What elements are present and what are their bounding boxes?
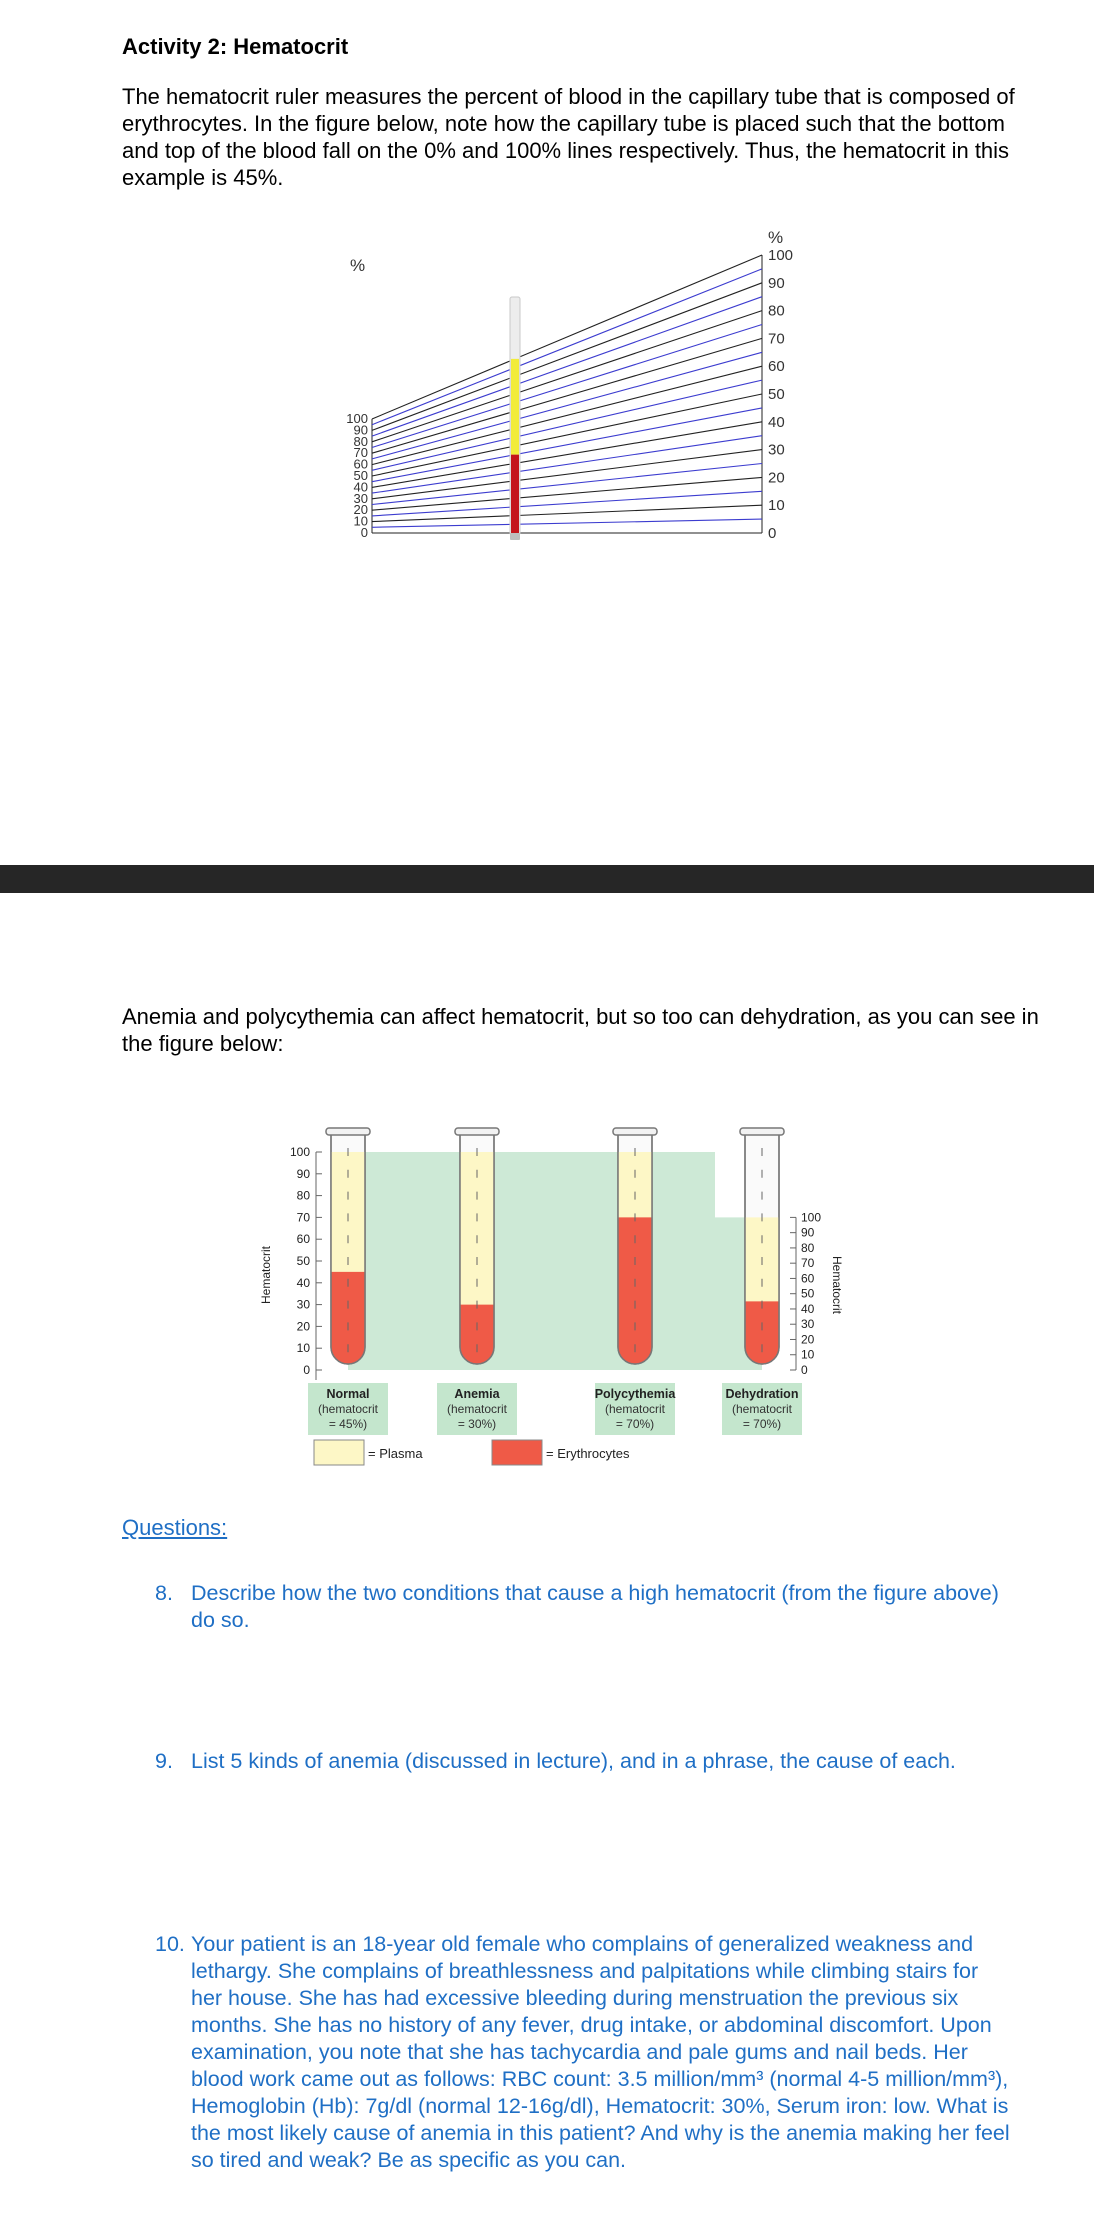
- ruler-lines: [372, 255, 762, 533]
- ruler-line-70: [372, 338, 762, 453]
- left-tick-label: 80: [296, 1188, 310, 1203]
- tube-label-line3: = 70%): [742, 1417, 782, 1431]
- ruler-line-80: [372, 311, 762, 442]
- legend-erythrocytes-swatch: [492, 1440, 542, 1465]
- capillary-tube: [510, 297, 520, 540]
- legend-plasma-label: = Plasma: [368, 1446, 423, 1461]
- ruler-right-label: 70: [768, 330, 785, 348]
- ruler-left-label: 20: [353, 502, 368, 518]
- tube-label-line3: = 45%): [328, 1417, 368, 1431]
- question-number: 10.: [155, 1932, 185, 1956]
- capillary-erythrocytes: [511, 455, 519, 533]
- left-tick-label: 50: [296, 1254, 310, 1268]
- questions-heading[interactable]: Questions:: [122, 1515, 228, 1540]
- ruler-left-percent: %: [350, 256, 366, 275]
- ruler-right-labels: [768, 247, 793, 542]
- ruler-line-95: [372, 269, 762, 425]
- left-tick-label: 60: [296, 1232, 310, 1247]
- left-axis-ticks: [290, 1145, 322, 1380]
- ruler-line-90: [372, 283, 762, 431]
- left-tick-label: 70: [296, 1210, 310, 1225]
- ruler-left-label: 10: [353, 513, 368, 529]
- ruler-right-percent: %: [768, 228, 784, 247]
- ruler-right-label: 60: [768, 358, 785, 376]
- ruler-right-label: 20: [768, 469, 785, 487]
- tube-label-line2: (hematocrit: [446, 1402, 508, 1416]
- ruler-right-label: 50: [768, 386, 785, 403]
- left-tick-label: 10: [296, 1341, 310, 1356]
- right-tick-label: 80: [801, 1240, 815, 1255]
- ruler-right-label: 10: [768, 497, 785, 515]
- hematocrit-tubes-figure: [250, 1085, 870, 1480]
- ruler-left-label: 60: [353, 456, 368, 472]
- ruler-right-label: 90: [768, 274, 785, 292]
- comparison-band: [348, 1152, 762, 1370]
- activity-intro: The hematocrit ruler measures the percent of blood in the capillary tube that is composed of erythrocytes. In the figure below, note how the capillary tube is placed such that the bottom and top of the blood fall on the 0% and 100% lines respectively. Thus, the hematocrit in this example is 45%.: [122, 84, 1015, 190]
- ruler-right-label: 40: [768, 413, 785, 431]
- ruler-line-75: [372, 325, 762, 448]
- left-tick-label: 0: [303, 1363, 310, 1377]
- ruler-line-5: [372, 519, 762, 527]
- tube-label-name: Dehydration: [725, 1387, 799, 1401]
- ruler-left-label: 50: [353, 468, 368, 483]
- tube-label-name: Anemia: [454, 1387, 500, 1401]
- legend-erythrocytes-label: = Erythrocytes: [546, 1446, 630, 1461]
- ruler-right-label: 80: [768, 302, 785, 320]
- ruler-left-label: 100: [346, 411, 368, 426]
- ruler-line-15: [372, 491, 762, 516]
- left-axis-label: Hematocrit: [259, 1245, 273, 1305]
- ruler-right-label: 30: [768, 441, 785, 459]
- question-number: 8.: [155, 1581, 173, 1605]
- page-divider: [0, 865, 1094, 893]
- ruler-left-label: 80: [353, 433, 368, 449]
- question-8: [155, 1580, 1015, 1634]
- ruler-right-label: 100: [768, 247, 794, 264]
- right-tick-label: 50: [801, 1286, 815, 1301]
- ruler-left-label: 70: [353, 445, 368, 461]
- right-tick-label: 10: [801, 1347, 815, 1362]
- right-tick-label: 0: [801, 1363, 808, 1377]
- section2-intro: Anemia and polycythemia can affect hematocrit, but so too can dehydration, as you can see in the figure below:: [122, 1004, 1039, 1056]
- left-tick-label: 40: [296, 1275, 310, 1290]
- right-tick-label: 20: [801, 1332, 815, 1347]
- right-tick-label: 40: [801, 1301, 815, 1316]
- ruler-line-100: [372, 255, 762, 419]
- activity-title: Activity 2: Hematocrit: [122, 34, 349, 59]
- left-tick-label: 100: [289, 1145, 310, 1159]
- left-tick-label: 20: [296, 1319, 310, 1334]
- ruler-left-labels: [346, 411, 368, 540]
- right-tick-label: 70: [801, 1256, 815, 1271]
- capillary-plasma: [511, 359, 519, 455]
- ruler-line-50: [372, 394, 762, 476]
- left-tick-label: 90: [296, 1166, 310, 1181]
- question-number: 9.: [155, 1749, 173, 1773]
- ruler-right-label: 0: [768, 525, 777, 542]
- tube-label-line3: = 30%): [457, 1417, 497, 1431]
- question-text: Describe how the two conditions that cause a high hematocrit (from the figure above) do so.: [191, 1581, 999, 1632]
- hematocrit-ruler-figure: [320, 225, 840, 565]
- right-axis-label: Hematocrit: [830, 1255, 844, 1315]
- ruler-line-10: [372, 505, 762, 521]
- ruler-line-40: [372, 422, 762, 488]
- legend-plasma-swatch: [314, 1440, 364, 1465]
- ruler-left-label: 40: [353, 479, 368, 495]
- ruler-line-20: [372, 477, 762, 510]
- tube-label-line2: (hematocrit: [317, 1402, 379, 1416]
- tube-label-line3: = 70%): [615, 1417, 655, 1431]
- ruler-line-65: [372, 352, 762, 459]
- tube-label-line2: (hematocrit: [604, 1402, 666, 1416]
- right-axis-ticks: [790, 1210, 821, 1377]
- question-text: Your patient is an 18-year old female who complains of generalized weakness and lethargy. She complains of breathlessness and palpitations while climbing stairs for her house. She has had excessive bleeding during menstruation the previous six months. She has no history of any fever, drug intake, or abdominal discomfort. Upon examination, you note that she has tachycardia and pale gums and nail beds. Her blood work came out as follows: RBC count: 3.5 million/mm³ (normal 4-5 million/mm³), Hemoglobin (Hb): 7g/dl (normal 12-16g/dl), Hematocrit: 30%, Serum iron: low. What is the most likely cause of anemia in this patient? And why is the anemia making her feel so tired and weak? Be as specific as you can.: [191, 1932, 1010, 2172]
- ruler-left-label: 90: [353, 422, 368, 438]
- ruler-left-label: 0: [360, 525, 368, 540]
- left-tick-label: 30: [296, 1297, 310, 1312]
- question-9: [155, 1748, 1015, 1775]
- tube-label-line2: (hematocrit: [731, 1402, 793, 1416]
- right-tick-label: 60: [801, 1271, 815, 1286]
- right-tick-label: 30: [801, 1317, 815, 1332]
- tube-label-name: Normal: [326, 1387, 370, 1401]
- question-10: [155, 1931, 1015, 2174]
- ruler-left-label: 30: [353, 490, 368, 506]
- right-tick-label: 90: [801, 1225, 815, 1240]
- tube-label-name: Polycythemia: [594, 1387, 676, 1401]
- question-text: List 5 kinds of anemia (discussed in lecture), and in a phrase, the cause of each.: [191, 1749, 956, 1773]
- right-tick-label: 100: [801, 1210, 822, 1225]
